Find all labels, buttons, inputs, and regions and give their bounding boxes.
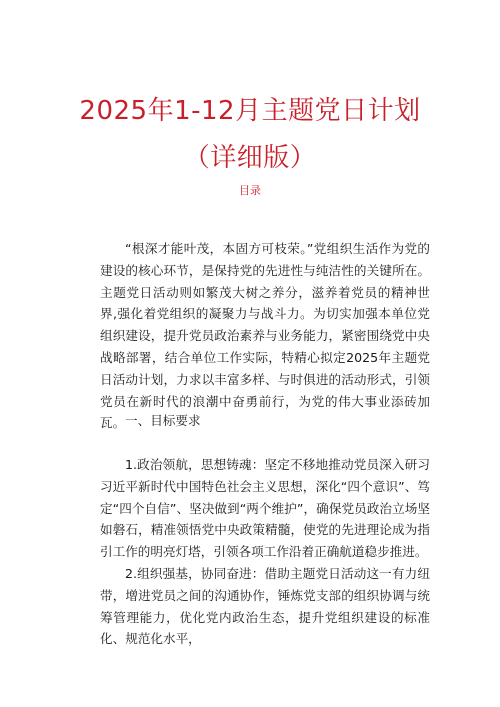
intro-paragraph: “根深才能叶茂，本固方可枝荣。”党组织生活作为党的建设的核心环节，是保持党的先进性与纯洁性的关键所在。主题党日活动则如繁茂大树之养分，滋养着党员的精神世界,强化着党组织的凝聚力与战斗力。为切实加强本单位党组织建设，提升党员政治素养与业务能力，紧密围绕党中央战略部署，结合单位工作实际，特精心拟定2025年主题党日活动计划，力求以丰富多样、与时俱进的活动形式，引领党员在新时代的浪潮中奋勇前行，为党的伟大事业添砖加瓦。 — [100, 241, 430, 431]
goal-paragraph-2: 2.组织强基，协同奋进：借助主题党日活动这一有力纽带，增进党员之间的沟通协作，锤炼党支部的组织协调与统筹管理能力，优化党内政治生态，提升党组织建设的标准化、规范化水平， — [100, 565, 430, 647]
document-title: 2025年1-12月主题党日计划 — [79, 96, 421, 126]
table-of-contents-heading: 目录 — [239, 184, 261, 197]
section-heading-goals: 一、目标要求 — [125, 413, 201, 428]
goals-section — [100, 454, 430, 650]
intro-section — [100, 238, 430, 434]
goal-paragraph-1: 1.政治领航，思想铸魂：坚定不移地推动党员深入研习习近平新时代中国特色社会主义思想，深化“四个意识”、笃定“四个自信”、坚决做到“两个维护”，确保党员政治立场坚如磐石，精准领悟党中央政策精髓，使党的先进理论成为指引工作的明亮灯塔，引领各项工作沿着正确航道稳步推进。 — [100, 457, 430, 560]
document-subtitle: （详细版） — [183, 143, 317, 173]
